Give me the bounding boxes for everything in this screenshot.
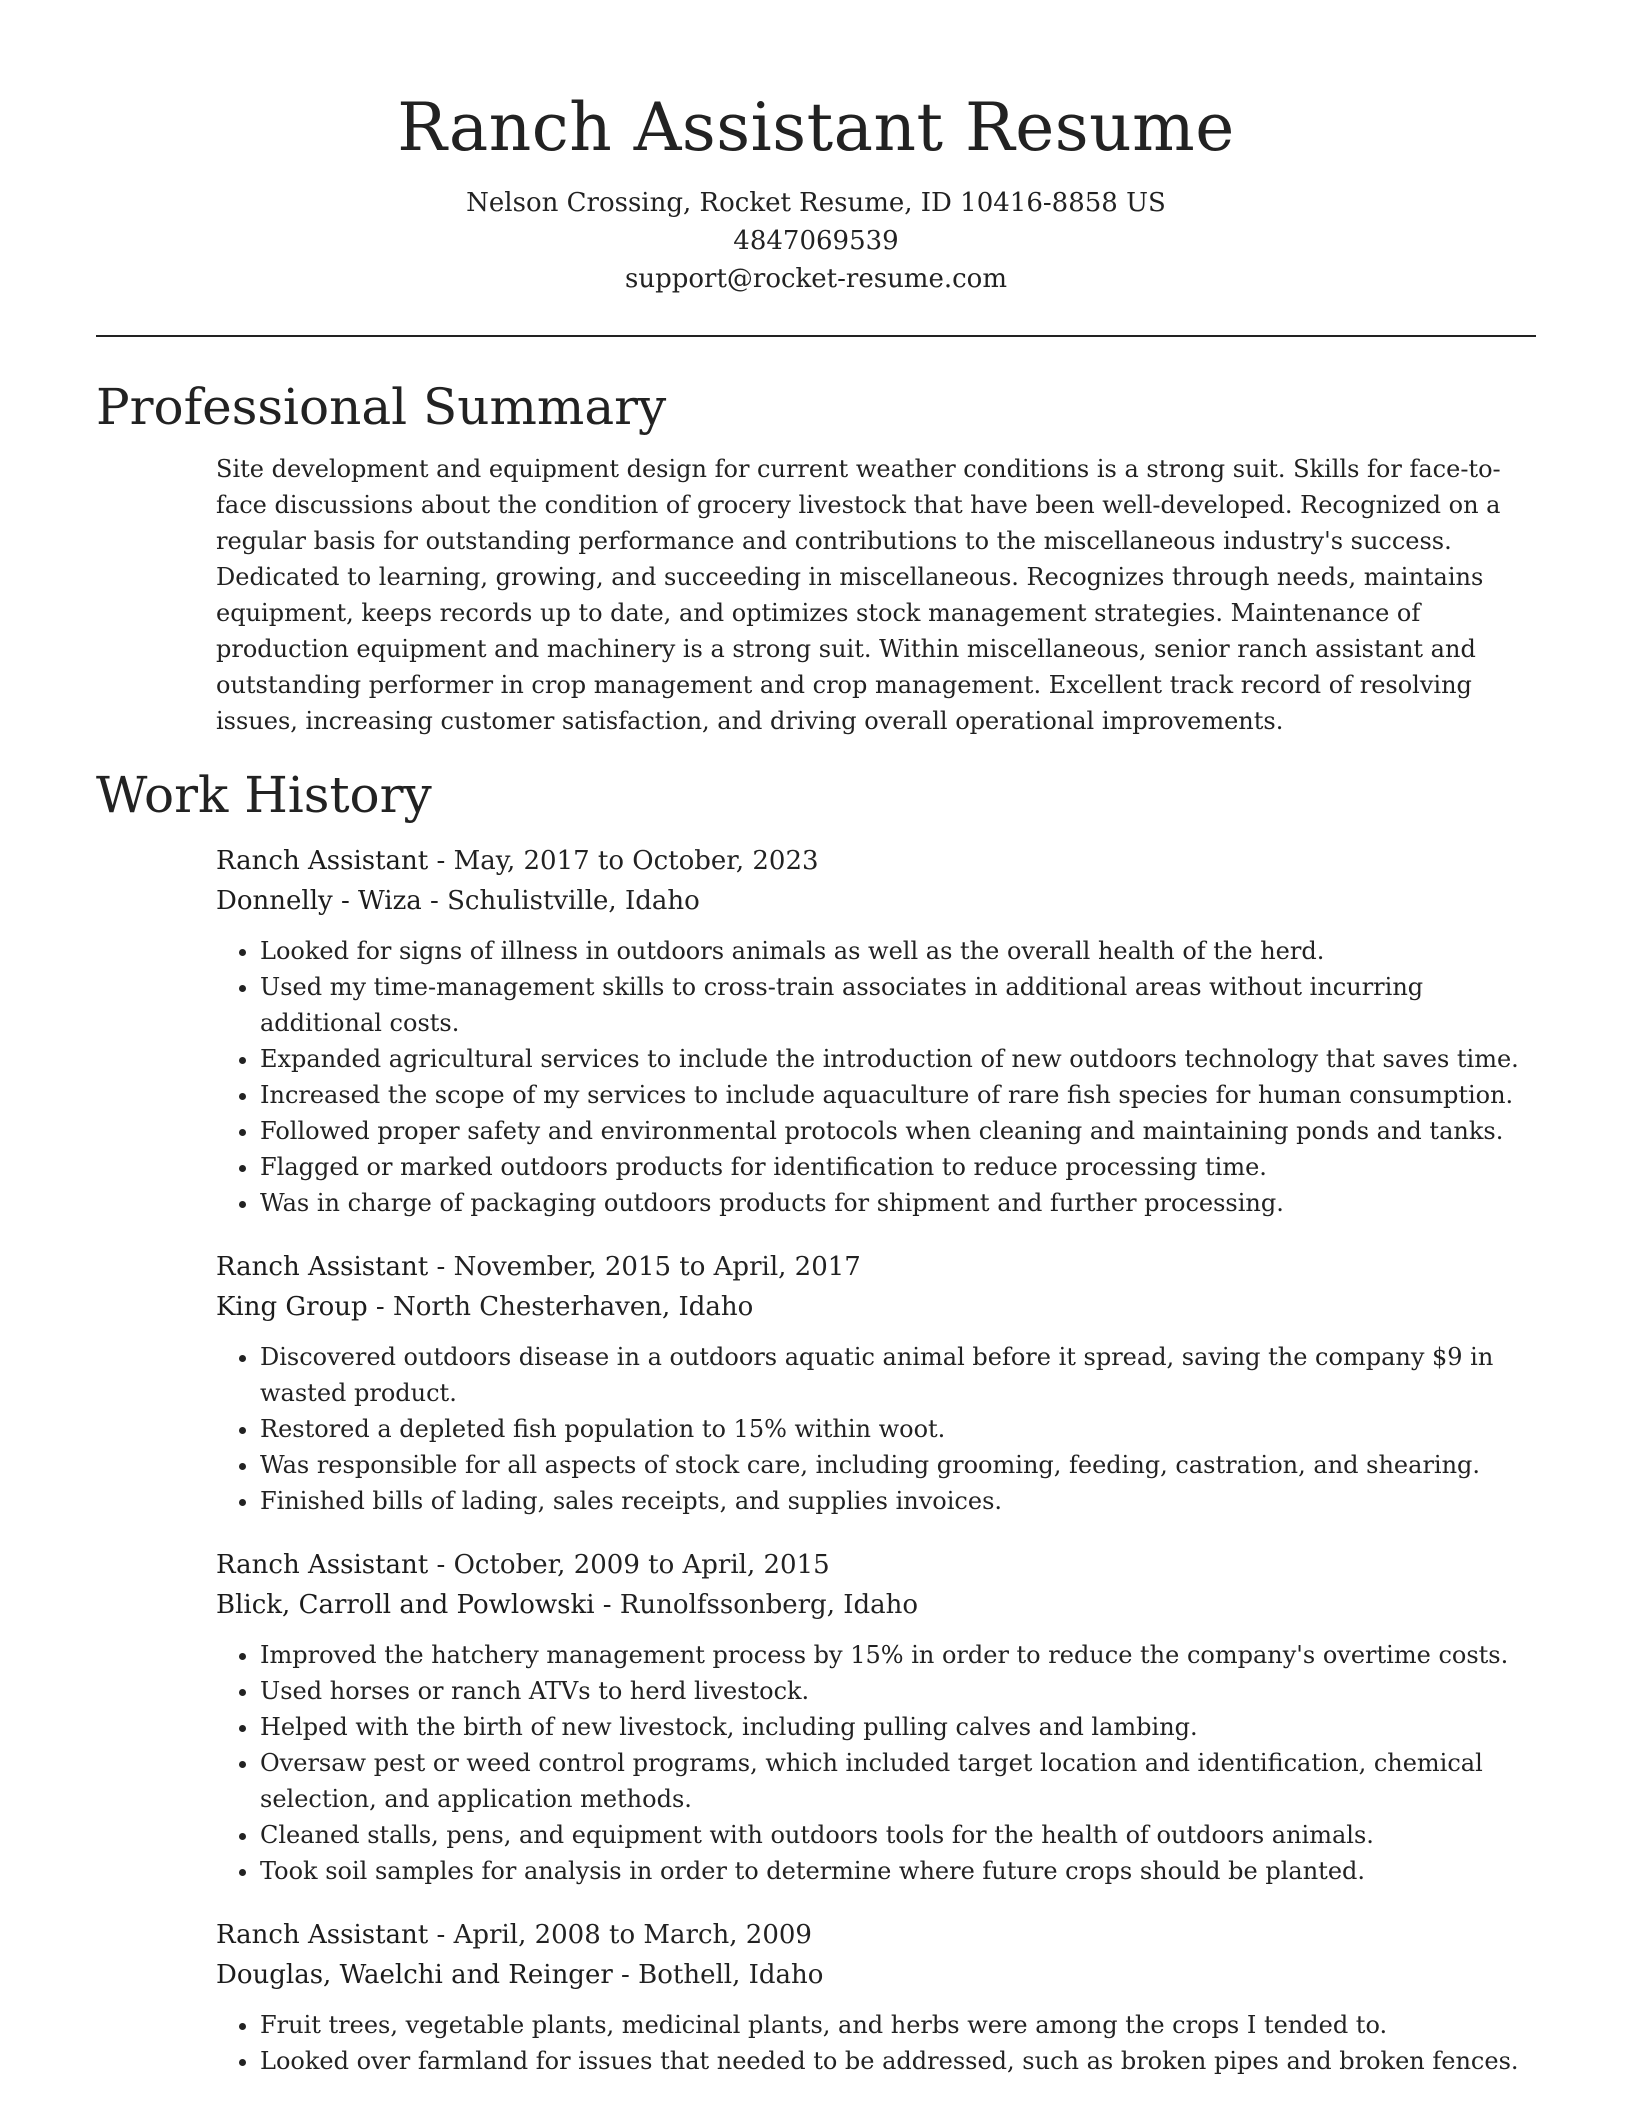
job-bullet: • Discovered outdoors disease in a outdoors aquatic animal before it spread, saving the company $9 in wasted product.: [260, 1339, 1536, 1411]
job-company-line: [216, 1955, 1536, 1995]
job-entry: [216, 841, 1536, 1221]
job-bullet: • Was in charge of packaging outdoors products for shipment and further processing.: [260, 1185, 1536, 1221]
job-separator: -: [612, 1960, 639, 1990]
job-company-line: [216, 1287, 1536, 1327]
job-separator: -: [421, 886, 448, 916]
job-bullet: • Fruit trees, vegetable plants, medicinal plants, and herbs were among the crops I tended to.: [260, 2007, 1536, 2043]
resume-title: Ranch Assistant Resume: [397, 89, 1235, 166]
job-bullet: • Followed proper safety and environmental protocols when cleaning and maintaining ponds and tanks.: [260, 1113, 1536, 1149]
job-bullet: • Increased the scope of my services to include aquaculture of rare fish species for human consumption.: [260, 1077, 1536, 1113]
job-title-line: [216, 1247, 1536, 1287]
job-bullet: • Looked for signs of illness in outdoors animals as well as the overall health of the herd.: [260, 933, 1536, 969]
contact-phone: 4847069539: [733, 226, 899, 256]
job-company: Blick, Carroll and Powlowski: [216, 1590, 595, 1620]
summary-text: Site development and equipment design for current weather conditions is a strong suit. Skills for face-to-face discussions about the condition of grocery livestock that have been well-developed. Recognized on a regular basis for outstanding performance and contributions to the miscellaneous industry's success. Dedicated to learning, growing, and succeeding in miscellaneous. Recognizes through needs, maintains equipment, keeps records up to date, and optimizes stock management strategies. Maintenance of production equipment and machinery is a strong suit. Within miscellaneous, senior ranch assistant and outstanding performer in crop management and crop management. Excellent track record of resolving issues, increasing customer satisfaction, and driving overall operational improvements.: [216, 455, 1501, 735]
job-title: Ranch Assistant: [216, 1550, 429, 1580]
job-bullet: • Was responsible for all aspects of stock care, including grooming, feeding, castration, and shearing.: [260, 1447, 1536, 1483]
job-bullet: • Oversaw pest or weed control programs, which included target location and identification, chemical selection, and application methods.: [260, 1745, 1536, 1817]
job-bullet: • Used horses or ranch ATVs to herd livestock.: [260, 1673, 1536, 1709]
job-location: North Chesterhaven, Idaho: [392, 1292, 754, 1322]
job-dates: May, 2017 to October, 2023: [453, 846, 819, 876]
job-separator: -: [428, 1252, 454, 1282]
job-bullet: • Looked over farmland for issues that needed to be addressed, such as broken pipes and broken fences.: [260, 2043, 1536, 2079]
job-entry: [216, 1247, 1536, 1519]
job-title: Ranch Assistant: [216, 846, 429, 876]
job-bullets: [216, 933, 1536, 1221]
contact-address: Nelson Crossing, Rocket Resume, ID 10416-8858 US: [466, 188, 1166, 218]
job-company-line: [216, 1585, 1536, 1625]
job-bullet: • Cleaned stalls, pens, and equipment with outdoors tools for the health of outdoors animals.: [260, 1817, 1536, 1853]
job-bullet: • Restored a depleted fish population to 15% within woot.: [260, 1411, 1536, 1447]
job-bullet: • Took soil samples for analysis in order to determine where future crops should be planted.: [260, 1853, 1536, 1889]
job-separator: -: [428, 1920, 454, 1950]
job-company: Donnelly - Wiza: [216, 886, 422, 916]
contact-email: support@rocket-resume.com: [624, 264, 1007, 294]
header-divider: [96, 335, 1536, 337]
resume-page: [96, 0, 1536, 2079]
job-company: Douglas, Waelchi and Reinger: [216, 1960, 613, 1990]
job-bullet: • Finished bills of lading, sales receipts, and supplies invoices.: [260, 1483, 1536, 1519]
job-title: Ranch Assistant: [216, 1252, 429, 1282]
job-location: Runolfssonberg, Idaho: [619, 1590, 919, 1620]
job-separator: -: [367, 1292, 393, 1322]
work-history-list: [216, 841, 1536, 2079]
job-bullet: • Expanded agricultural services to include the introduction of new outdoors technology that saves time.: [260, 1041, 1536, 1077]
job-title-line: [216, 1545, 1536, 1585]
job-bullets: [216, 1637, 1536, 1889]
job-dates: April, 2008 to March, 2009: [453, 1920, 812, 1950]
job-title-line: [216, 841, 1536, 881]
job-location: Schulistville, Idaho: [447, 886, 700, 916]
job-separator: -: [428, 1550, 454, 1580]
job-bullet: • Flagged or marked outdoors products for identification to reduce processing time.: [260, 1149, 1536, 1185]
job-location: Bothell, Idaho: [638, 1960, 824, 1990]
job-entry: [216, 1545, 1536, 1889]
job-company: King Group: [216, 1292, 368, 1322]
job-dates: November, 2015 to April, 2017: [453, 1252, 861, 1282]
job-bullets: [216, 1339, 1536, 1519]
job-dates: October, 2009 to April, 2015: [453, 1550, 830, 1580]
job-separator: -: [428, 846, 454, 876]
contact-block: [96, 184, 1536, 298]
job-bullet: • Improved the hatchery management process by 15% in order to reduce the company's overtime costs.: [260, 1637, 1536, 1673]
job-bullets: [216, 2007, 1536, 2079]
job-title: Ranch Assistant: [216, 1920, 429, 1950]
job-entry: [216, 1915, 1536, 2079]
work-history-heading: Work History: [96, 766, 432, 824]
summary-heading: Professional Summary: [96, 378, 667, 436]
job-separator: -: [594, 1590, 620, 1620]
job-bullet: • Used my time-management skills to cross-train associates in additional areas without incurring additional costs.: [260, 969, 1536, 1041]
job-title-line: [216, 1915, 1536, 1955]
job-company-line: [216, 881, 1536, 921]
job-bullet: • Helped with the birth of new livestock, including pulling calves and lambing.: [260, 1709, 1536, 1745]
